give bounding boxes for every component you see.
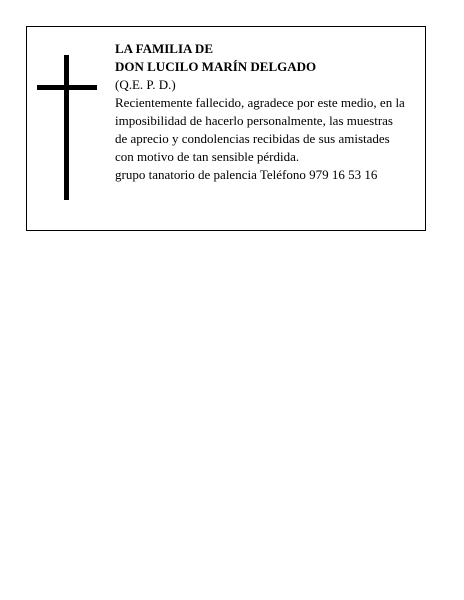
body-line: imposibilidad de hacerlo personalmente, las muestras <box>115 113 393 128</box>
funeral-home-contact: grupo tanatorio de palencia Teléfono 979 16 53 16 <box>115 167 378 182</box>
cross-horizontal-bar <box>37 85 97 90</box>
latin-cross-icon <box>37 55 97 200</box>
obituary-notice-box <box>26 26 426 231</box>
body-line: Recientemente fallecido, agradece por este medio, en la <box>115 95 405 110</box>
cross-vertical-bar <box>64 55 69 200</box>
body-line: con motivo de tan sensible pérdida. <box>115 149 300 164</box>
body-line: de aprecio y condolencias recibidas de sus amistades <box>115 131 390 146</box>
heading-family: LA FAMILIA DE <box>115 41 213 56</box>
heading-deceased-name: DON LUCILO MARÍN DELGADO <box>115 59 317 74</box>
notice-text <box>115 40 425 184</box>
qepd-line: (Q.E. P. D.) <box>115 77 176 92</box>
